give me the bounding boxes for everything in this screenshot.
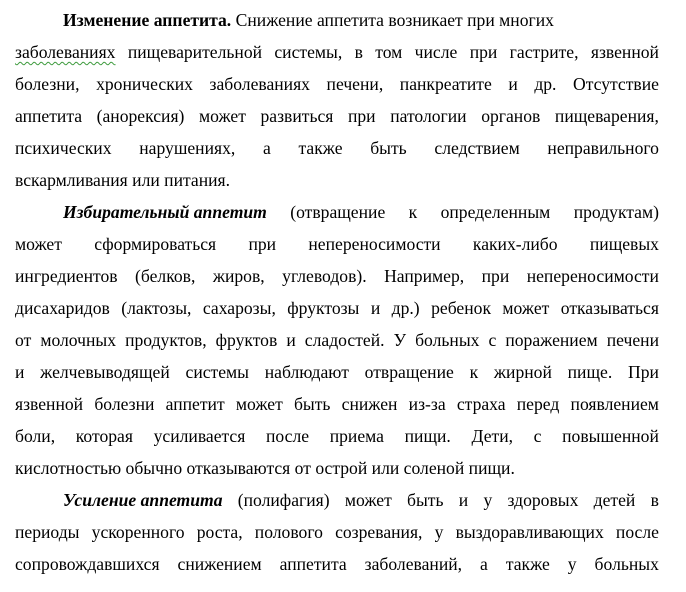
word: язвенной <box>590 42 659 62</box>
word: наблюдают <box>264 362 349 382</box>
word: сахарозы, <box>202 298 276 318</box>
word: У <box>393 330 407 350</box>
word: др. <box>534 74 557 94</box>
word: поражением <box>505 330 598 350</box>
word: желчевыводящей <box>40 362 170 382</box>
word: панкреатите <box>399 74 492 94</box>
word: аппетит <box>165 394 225 414</box>
word: пищеварительной <box>127 42 263 62</box>
word: ребенок <box>431 298 491 318</box>
word: к <box>469 362 479 382</box>
word: а <box>480 554 488 574</box>
word: из-за <box>408 394 446 414</box>
paragraph-1-text: Снижение аппетита возникает при многих <box>235 10 554 30</box>
word: патологии <box>390 106 467 126</box>
word: развиться <box>260 106 334 126</box>
word: том <box>375 42 403 62</box>
word: снижен <box>341 394 398 414</box>
word: у <box>483 490 493 510</box>
word: пищеварения, <box>554 106 659 126</box>
word: усиливается <box>153 426 246 446</box>
paragraph-2-heading: Избирательный аппетит <box>63 202 267 222</box>
word: роста, <box>196 522 243 542</box>
word: пищевых <box>589 234 659 254</box>
word: непереносимости <box>308 234 441 254</box>
paragraph-2-line-8 <box>15 424 659 448</box>
word: отказываться <box>560 298 659 318</box>
word: хронических <box>96 74 193 94</box>
spellcheck-flagged-word[interactable]: заболеваниях <box>15 42 116 62</box>
word: При <box>627 362 659 382</box>
word: пищи. <box>404 426 451 446</box>
word: может <box>198 106 246 126</box>
word: при <box>347 106 376 126</box>
word: может <box>502 298 550 318</box>
word: молочных <box>40 330 117 350</box>
word: периоды <box>15 522 80 542</box>
word: (полифагия) <box>237 490 330 510</box>
word: нарушениях, <box>139 138 236 158</box>
word: психических <box>15 138 112 158</box>
word: сопровождавшихся <box>15 554 160 574</box>
word: фруктозы <box>287 298 360 318</box>
word: детей <box>593 490 636 510</box>
paragraph-1-heading: Изменение аппетита. <box>63 10 232 30</box>
word: при <box>481 266 510 286</box>
paragraph-1-line-4 <box>15 104 659 128</box>
word: приема <box>329 426 384 446</box>
word: у <box>567 554 577 574</box>
word: страха <box>456 394 506 414</box>
word: быть <box>370 138 407 158</box>
paragraph-2-line-5 <box>15 328 659 352</box>
word: (анорексия) <box>96 106 185 126</box>
word: и <box>458 490 469 510</box>
word: сладостей. <box>304 330 385 350</box>
word: сформироваться <box>94 234 217 254</box>
paragraph-2-line-4 <box>15 296 659 320</box>
word: и <box>508 74 518 94</box>
paragraph-2-line-3 <box>15 264 659 288</box>
word: также <box>298 138 343 158</box>
word: числе <box>414 42 458 62</box>
word: при <box>248 234 277 254</box>
word: каких-либо <box>472 234 558 254</box>
paragraph-3-line-2 <box>15 520 659 544</box>
word: заболеваний, <box>364 554 463 574</box>
paragraph-1-line-2 <box>15 40 659 64</box>
word: болезни <box>94 394 155 414</box>
paragraph-1-line-3 <box>15 72 659 96</box>
word: повышенной <box>562 426 659 446</box>
paragraph-2-line-2 <box>15 232 659 256</box>
word: и <box>286 330 296 350</box>
word: заболеваниях <box>209 74 310 94</box>
word: отвращение <box>364 362 454 382</box>
word: больных <box>594 554 659 574</box>
word: (белков, <box>135 266 196 286</box>
word: жирной <box>493 362 552 382</box>
word: которая <box>75 426 133 446</box>
word: язвенной <box>15 394 84 414</box>
word: фруктов <box>215 330 278 350</box>
word: может <box>344 490 392 510</box>
word: и <box>370 298 381 318</box>
word: перед <box>516 394 560 414</box>
word: появлением <box>570 394 659 414</box>
paragraph-2-line-1 <box>15 200 659 224</box>
word: при <box>469 42 498 62</box>
paragraph-3-line-1 <box>15 488 659 512</box>
paragraph-1-line-1 <box>15 8 659 32</box>
word: с <box>533 426 542 446</box>
word: системы, <box>274 42 343 62</box>
word: аппетита <box>279 554 347 574</box>
word: аппетита <box>15 106 83 126</box>
word: Например, <box>384 266 465 286</box>
word: также <box>505 554 550 574</box>
word: продуктов, <box>125 330 207 350</box>
word: пище. <box>567 362 613 382</box>
word: а <box>263 138 271 158</box>
word: определенным <box>440 202 551 222</box>
word: к <box>408 202 418 222</box>
word: жиров, <box>212 266 265 286</box>
word: у <box>434 522 444 542</box>
paragraph-2-line-9: кислотностью обычно отказываются от острой или соленой пищи. <box>15 458 515 478</box>
word: от <box>15 330 32 350</box>
word: ингредиентов <box>15 266 118 286</box>
word: и <box>15 362 25 382</box>
word: продуктам) <box>573 202 659 222</box>
word: следствием <box>434 138 520 158</box>
word: Отсутствие <box>573 74 659 94</box>
paragraph-3-line-3 <box>15 552 659 576</box>
word: болезни, <box>15 74 80 94</box>
word: Дети, <box>471 426 514 446</box>
paragraph-2-line-7 <box>15 392 659 416</box>
word: после <box>615 522 659 542</box>
word: системы <box>185 362 250 382</box>
word: полового <box>254 522 323 542</box>
word: непереносимости <box>526 266 659 286</box>
word: быть <box>407 490 444 510</box>
word: созревания, <box>335 522 423 542</box>
word: с <box>488 330 497 350</box>
word: после <box>265 426 310 446</box>
word: больных <box>415 330 480 350</box>
paragraph-1-line-6: вскармливания или питания. <box>15 170 231 190</box>
word: органов <box>481 106 541 126</box>
word: печени, <box>326 74 384 94</box>
word: (отвращение <box>290 202 386 222</box>
word: может <box>235 394 283 414</box>
paragraph-3-heading: Усиление аппетита <box>63 490 223 510</box>
word: в <box>354 42 363 62</box>
word: неправильного <box>547 138 659 158</box>
word: боли, <box>15 426 56 446</box>
word: углеводов). <box>282 266 367 286</box>
word: (лактозы, <box>121 298 192 318</box>
word: снижением <box>177 554 262 574</box>
word: гастрите, <box>509 42 579 62</box>
paragraph-1-line-5 <box>15 136 659 160</box>
word: быть <box>293 394 331 414</box>
word: др.) <box>391 298 420 318</box>
word: выздоравливающих <box>455 522 604 542</box>
word: здоровых <box>507 490 579 510</box>
word: в <box>650 490 659 510</box>
word: может <box>15 234 62 254</box>
word: печени <box>606 330 659 350</box>
paragraph-2-line-6 <box>15 360 659 384</box>
word: дисахаридов <box>15 298 110 318</box>
word: ускоренного <box>91 522 185 542</box>
